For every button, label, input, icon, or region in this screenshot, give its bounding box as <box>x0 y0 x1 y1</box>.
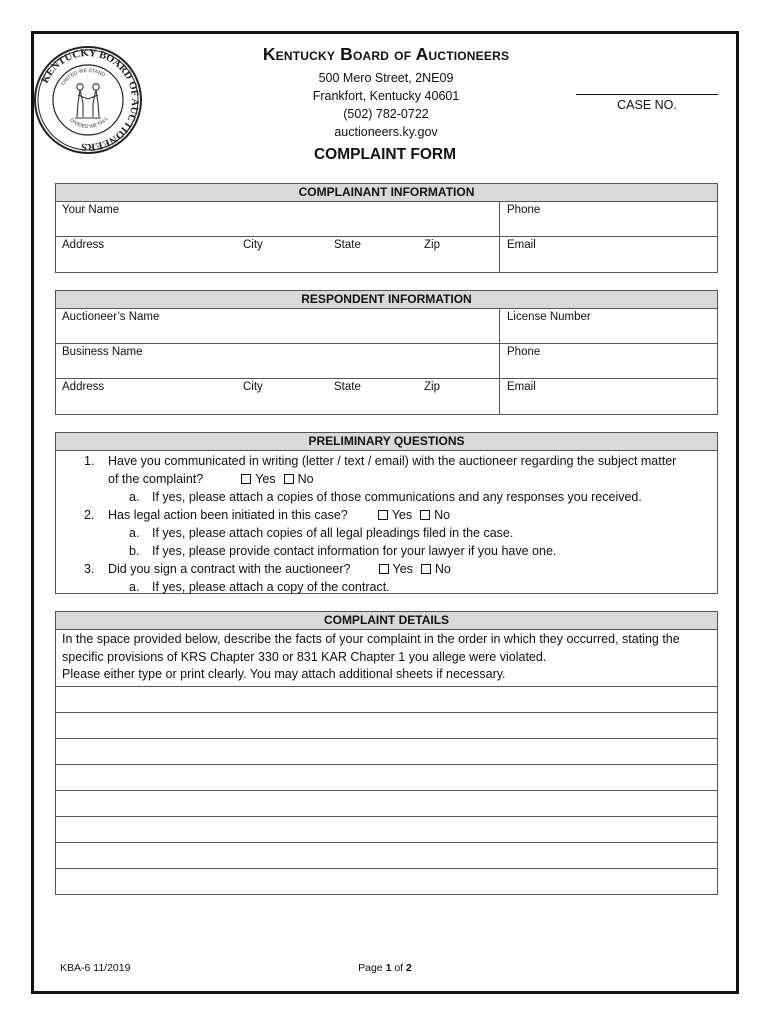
sub-letter: b. <box>129 544 140 558</box>
q1-yes-checkbox[interactable] <box>241 474 251 484</box>
case-number-field[interactable] <box>576 94 718 95</box>
complainant-email-field[interactable]: Email <box>507 239 536 251</box>
respondent-row-business <box>56 344 717 379</box>
question-number: 3. <box>84 562 95 576</box>
divider <box>499 344 500 378</box>
respondent-email-field[interactable]: Email <box>507 381 536 393</box>
complaint-text-line-6[interactable] <box>56 816 717 842</box>
auctioneer-name-field[interactable]: Auctioneer’s Name <box>62 311 160 323</box>
respondent-address-field[interactable]: Address <box>62 381 105 393</box>
case-number-label: CASE NO. <box>617 98 677 112</box>
question-text: of the complaint? Yes No <box>108 472 314 486</box>
respondent-zip-field[interactable]: Zip <box>424 381 440 393</box>
respondent-heading: RESPONDENT INFORMATION <box>56 291 717 309</box>
org-name: Kentucky Board of Auctioneers <box>262 44 510 64</box>
page-number: Page 1 of 2 <box>358 962 412 974</box>
question-1a <box>56 488 717 506</box>
sub-text: If yes, please attach copies of all legal pleadings filed in the case. <box>152 526 514 540</box>
complainant-row-name <box>56 202 717 237</box>
address-line-1: 500 Mero Street, 2NE09 <box>318 71 454 85</box>
business-name-field[interactable]: Business Name <box>62 346 143 358</box>
question-number: 1. <box>84 454 95 468</box>
svg-text:DIVIDED WE FALL: DIVIDED WE FALL <box>68 115 110 130</box>
sub-text: If yes, please attach a copies of those communications and any responses you received. <box>152 490 642 504</box>
complainant-row-address <box>56 237 717 272</box>
sub-letter: a. <box>129 490 140 504</box>
q1-no-checkbox[interactable] <box>284 474 294 484</box>
complainant-city-field[interactable]: City <box>243 239 263 251</box>
form-id: KBA-6 11/2019 <box>60 962 131 974</box>
sub-letter: a. <box>129 580 140 594</box>
question-text: Have you communicated in writing (letter / text / email) with the auctioneer regarding the subject matter <box>108 454 677 468</box>
question-1 <box>56 452 717 470</box>
divider <box>499 379 500 414</box>
question-text: Has legal action been initiated in this case? Yes No <box>108 508 451 522</box>
question-number: 2. <box>84 508 95 522</box>
form-title: COMPLAINT FORM <box>313 146 457 163</box>
question-text: Did you sign a contract with the auctioneer? Yes No <box>108 562 451 576</box>
instruction-line: In the space provided below, describe the facts of your complaint in the order in which they occurred, stating the <box>62 632 680 646</box>
divider <box>499 237 500 272</box>
website-line: auctioneers.ky.gov <box>334 125 438 139</box>
complainant-phone-field[interactable]: Phone <box>507 204 541 216</box>
sub-text: If yes, please provide contact information for your lawyer if you have one. <box>152 544 557 558</box>
complainant-state-field[interactable]: State <box>334 239 361 251</box>
question-3a <box>56 578 717 596</box>
q3-no-checkbox[interactable] <box>421 564 431 574</box>
preliminary-section <box>55 432 718 594</box>
svg-text:UNITED WE STAND: UNITED WE STAND <box>60 67 107 87</box>
question-2a <box>56 524 717 542</box>
question-list <box>56 451 717 596</box>
complaint-details-section <box>55 611 718 895</box>
respondent-state-field[interactable]: State <box>334 381 361 393</box>
instruction-line: specific provisions of KRS Chapter 330 or 831 KAR Chapter 1 you allege were violated. <box>62 649 547 664</box>
question-2 <box>56 506 717 524</box>
complainant-zip-field[interactable]: Zip <box>424 239 440 251</box>
q2-no-checkbox[interactable] <box>420 510 430 520</box>
sub-text: If yes, please attach a copy of the contract. <box>152 580 390 594</box>
divider <box>499 202 500 236</box>
respondent-row-address <box>56 379 717 414</box>
q2-yes-checkbox[interactable] <box>378 510 388 520</box>
complaint-text-line-1[interactable] <box>56 686 717 712</box>
respondent-row-name <box>56 309 717 344</box>
complaint-text-line-7[interactable] <box>56 842 717 868</box>
instruction-line: Please either type or print clearly. You may attach additional sheets if necessary. <box>62 667 506 681</box>
address-line-2: Frankfort, Kentucky 40601 <box>312 89 460 103</box>
complaint-text-line-8[interactable] <box>56 868 717 894</box>
complainant-section <box>55 183 718 273</box>
complaint-text-line-4[interactable] <box>56 764 717 790</box>
your-name-field[interactable]: Your Name <box>62 204 120 216</box>
preliminary-heading: PRELIMINARY QUESTIONS <box>56 433 717 451</box>
complaint-text-line-5[interactable] <box>56 790 717 816</box>
case-number-block <box>576 94 718 112</box>
svg-text:KENTUCKY BOARD OF AUCTIONEERS: KENTUCKY BOARD OF AUCTIONEERS <box>39 47 141 153</box>
divider <box>499 309 500 343</box>
complainant-heading: COMPLAINANT INFORMATION <box>56 184 717 202</box>
respondent-section <box>55 290 718 415</box>
details-instructions <box>56 630 717 686</box>
details-heading: COMPLAINT DETAILS <box>56 612 717 630</box>
header <box>200 44 572 141</box>
question-2b <box>56 542 717 560</box>
question-1-cont <box>56 470 717 488</box>
state-seal-logo <box>33 45 143 155</box>
license-number-field[interactable]: License Number <box>507 311 591 323</box>
question-3 <box>56 560 717 578</box>
phone-line: (502) 782-0722 <box>343 107 429 121</box>
respondent-city-field[interactable]: City <box>243 381 263 393</box>
complainant-address-field[interactable]: Address <box>62 239 105 251</box>
complaint-text-line-3[interactable] <box>56 738 717 764</box>
complaint-text-line-2[interactable] <box>56 712 717 738</box>
q3-yes-checkbox[interactable] <box>379 564 389 574</box>
sub-letter: a. <box>129 526 140 540</box>
respondent-phone-field[interactable]: Phone <box>507 346 541 358</box>
